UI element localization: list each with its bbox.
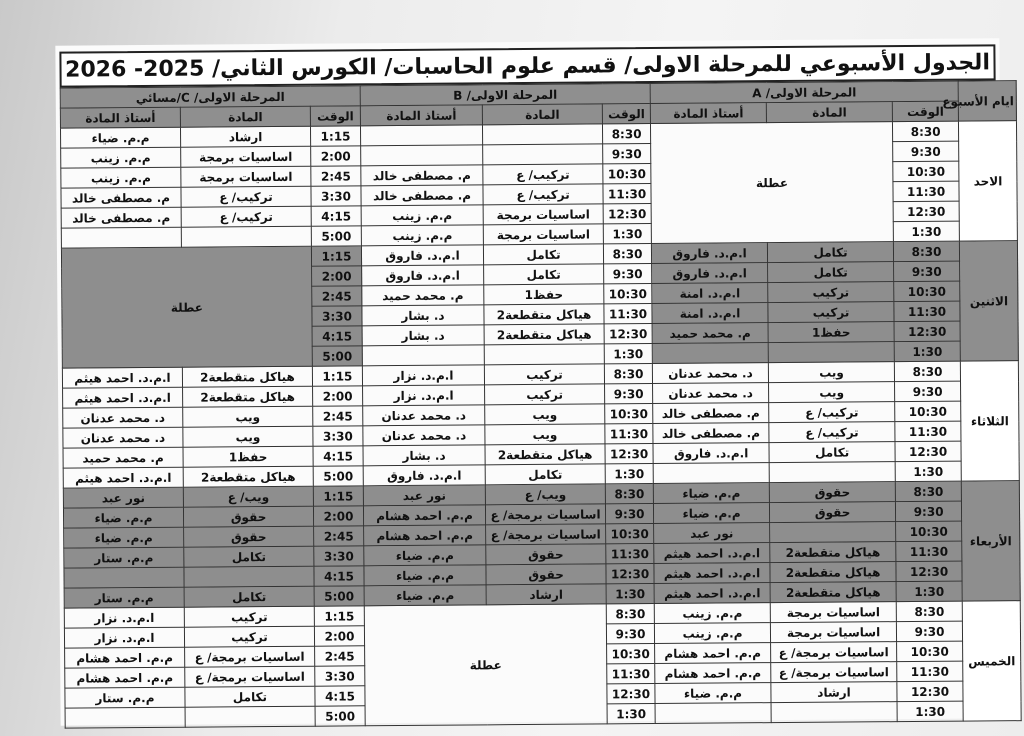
day-name-cell: الثلاثاء: [960, 361, 1019, 481]
subject-cell: هياكل متقطعة2: [770, 582, 896, 603]
subject-header: المادة: [766, 102, 892, 123]
subject-cell: تكامل: [768, 262, 894, 283]
teacher-cell: ا.م.د. امنة: [652, 283, 768, 304]
subject-cell: هياكل متقطعة2: [183, 386, 313, 407]
subject-cell: تكامل: [484, 264, 604, 285]
time-cell: 11:30: [897, 661, 963, 682]
time-cell: 9:30: [896, 621, 962, 642]
teacher-cell: نور عبد: [363, 485, 485, 506]
subject-cell: هياكل متقطعة2: [183, 466, 313, 487]
subject-cell: حقوق: [769, 482, 895, 503]
time-cell: 8:30: [603, 124, 651, 144]
teacher-cell: م.م. ضياء: [364, 565, 486, 586]
time-cell: 1:15: [310, 126, 360, 146]
teacher-cell: م.م. ضياء: [653, 483, 769, 504]
time-cell: 1:15: [311, 246, 361, 266]
subject-cell: تكامل: [485, 464, 605, 485]
subject-cell: ارشاد: [181, 126, 311, 147]
teacher-cell: د. محمد عدنان: [652, 363, 768, 384]
subject-cell: تركيب/ ع: [483, 184, 603, 205]
time-cell: 9:30: [896, 501, 962, 522]
time-cell: 8:30: [604, 364, 652, 384]
time-cell: 9:30: [894, 261, 960, 282]
subject-cell: ويب/ ع: [485, 484, 605, 505]
time-cell: 1:30: [607, 704, 655, 724]
time-cell: 2:00: [314, 626, 364, 646]
time-cell: 12:30: [603, 204, 651, 224]
subject-cell: هياكل متقطعة2: [770, 562, 896, 583]
subject-cell: [770, 522, 896, 543]
time-cell: 8:30: [896, 601, 962, 622]
teacher-cell: م.م. زينب: [654, 603, 770, 624]
time-cell: 1:30: [893, 221, 959, 242]
teacher-cell: ا.م.د. احمد هيثم: [654, 583, 770, 604]
time-cell: 10:30: [607, 644, 655, 664]
time-cell: 12:30: [607, 684, 655, 704]
subject-cell: تركيب/ ع: [769, 422, 895, 443]
subject-cell: تركيب/ ع: [769, 402, 895, 423]
teacher-cell: ا.م.د. فاروق: [653, 443, 769, 464]
time-cell: 12:30: [606, 564, 654, 584]
teacher-cell: [653, 463, 769, 484]
teacher-cell: د. محمد عدنان: [363, 425, 485, 446]
time-cell: 9:30: [606, 504, 654, 524]
time-cell: 10:30: [894, 281, 960, 302]
subject-header: المادة: [180, 106, 310, 127]
day-name-cell: الاحد: [959, 121, 1018, 241]
teacher-cell: ا.م.د. نزار: [64, 627, 184, 648]
subject-cell: ويب: [485, 424, 605, 445]
time-cell: 1:15: [314, 606, 364, 626]
time-cell: 9:30: [603, 144, 651, 164]
time-cell: 1:30: [605, 464, 653, 484]
teacher-cell: نور عبد: [63, 487, 183, 508]
teacher-cell: د. محمد عدنان: [653, 383, 769, 404]
teacher-cell: ا.م.د. امنة: [652, 303, 768, 324]
teacher-cell: [61, 227, 181, 248]
subject-cell: تركيب: [485, 384, 605, 405]
time-cell: 9:30: [893, 141, 959, 162]
time-cell: 3:30: [315, 666, 365, 686]
teacher-cell: ا.م.د. احمد هيثم: [62, 367, 182, 388]
subject-cell: تركيب/ ع: [181, 186, 311, 207]
subject-cell: ارشاد: [486, 584, 606, 605]
time-cell: 5:00: [311, 226, 361, 246]
time-cell: 10:30: [603, 164, 651, 184]
time-cell: 11:30: [604, 304, 652, 324]
time-cell: 8:30: [893, 241, 959, 262]
schedule-sheet: [55, 38, 1016, 725]
time-cell: 11:30: [896, 541, 962, 562]
teacher-cell: م.م. ستار: [65, 687, 185, 708]
teacher-cell: م.م. احمد هشام: [655, 643, 771, 664]
time-header: الوقت: [892, 101, 958, 122]
time-cell: 1:30: [895, 461, 961, 482]
teacher-cell: [64, 567, 184, 588]
teacher-cell: ا.م.د. احمد هيثم: [63, 387, 183, 408]
teacher-cell: م.م. ضياء: [364, 585, 486, 606]
subject-cell: تركيب: [768, 302, 894, 323]
time-cell: 1:30: [604, 344, 652, 364]
subject-cell: تكامل: [483, 244, 603, 265]
subject-header: المادة: [482, 104, 602, 125]
subject-cell: هياكل متقطعة2: [770, 542, 896, 563]
time-cell: 5:00: [312, 346, 362, 366]
teacher-cell: ا.م.د. فاروق: [361, 245, 483, 266]
time-cell: 1:30: [606, 584, 654, 604]
teacher-cell: ا.م.د. فاروق: [652, 263, 768, 284]
time-cell: 2:00: [311, 146, 361, 166]
time-cell: 2:00: [313, 386, 363, 406]
time-cell: 10:30: [895, 401, 961, 422]
time-cell: 9:30: [604, 264, 652, 284]
time-cell: 12:30: [895, 441, 961, 462]
subject-cell: تكامل: [184, 546, 314, 567]
subject-cell: حقوق: [183, 506, 313, 527]
teacher-cell: م.م. زينب: [61, 167, 181, 188]
time-cell: 3:30: [311, 186, 361, 206]
teacher-cell: م.م. احمد هشام: [655, 663, 771, 684]
time-cell: 11:30: [606, 544, 654, 564]
subject-cell: تركيب/ ع: [181, 206, 311, 227]
subject-cell: هياكل متقطعة2: [485, 444, 605, 465]
subject-cell: تكامل: [184, 586, 314, 607]
group-c-header: المرحلة الاولى/ C/مسائي: [60, 86, 360, 108]
subject-cell: [184, 566, 314, 587]
teacher-cell: ا.م.د. فاروق: [363, 465, 485, 486]
teacher-cell: م. مصطفى خالد: [653, 423, 769, 444]
day-name-cell: الخميس: [962, 601, 1021, 721]
subject-cell: اساسيات برمجة: [770, 622, 896, 643]
subject-cell: اساسيات برمجة/ ع: [185, 646, 315, 667]
subject-cell: [181, 226, 311, 247]
subject-cell: [185, 706, 315, 727]
time-cell: 5:00: [313, 466, 363, 486]
subject-cell: [483, 124, 603, 145]
teacher-cell: ا.م.د. احمد هيثم: [654, 543, 770, 564]
time-cell: 8:30: [603, 244, 651, 264]
time-cell: 8:30: [893, 121, 959, 142]
subject-cell: حقوق: [486, 544, 606, 565]
teacher-cell: ا.م.د. احمد هيثم: [654, 563, 770, 584]
holiday-cell: عطلة: [61, 246, 312, 368]
teacher-cell: م.م. احمد هشام: [65, 647, 185, 668]
time-cell: 11:30: [603, 184, 651, 204]
teacher-cell: [362, 345, 484, 366]
time-cell: 5:00: [314, 586, 364, 606]
teacher-cell: م.م. ضياء: [63, 507, 183, 528]
time-cell: 3:30: [313, 426, 363, 446]
time-cell: 8:30: [894, 361, 960, 382]
teacher-cell: م.م. ضياء: [60, 127, 180, 148]
teacher-cell: [652, 343, 768, 364]
teacher-cell: ا.م.د. فاروق: [362, 265, 484, 286]
subject-cell: ويب: [183, 426, 313, 447]
time-cell: 10:30: [893, 161, 959, 182]
subject-cell: تكامل: [767, 242, 893, 263]
time-cell: 1:30: [897, 701, 963, 722]
teacher-cell: نور عبد: [654, 523, 770, 544]
subject-cell: اساسيات برمجة/ ع: [185, 666, 315, 687]
time-cell: 1:15: [313, 486, 363, 506]
subject-cell: اساسيات برمجة/ ع: [486, 524, 606, 545]
subject-cell: اساسيات برمجة/ ع: [771, 642, 897, 663]
subject-cell: اساسيات برمجة: [770, 602, 896, 623]
time-cell: 11:30: [893, 181, 959, 202]
teacher-cell: م.م. ضياء: [364, 545, 486, 566]
time-cell: 2:45: [313, 406, 363, 426]
teacher-cell: د. محمد عدنان: [63, 427, 183, 448]
time-cell: 10:30: [605, 404, 653, 424]
time-cell: 4:15: [313, 446, 363, 466]
time-cell: 2:45: [314, 526, 364, 546]
time-cell: 9:30: [895, 381, 961, 402]
subject-cell: تكامل: [185, 686, 315, 707]
time-cell: 8:30: [605, 484, 653, 504]
time-cell: 4:15: [311, 206, 361, 226]
subject-cell: ارشاد: [771, 682, 897, 703]
subject-cell: تركيب: [184, 606, 314, 627]
subject-cell: اساسيات برمجة/ ع: [771, 662, 897, 683]
subject-cell: اساسيات برمجة: [181, 166, 311, 187]
teacher-cell: م. مصطفى خالد: [361, 185, 483, 206]
subject-cell: [484, 344, 604, 365]
subject-cell: اساسيات برمجة: [483, 204, 603, 225]
subject-cell: حفظ1: [183, 446, 313, 467]
time-cell: 9:30: [605, 384, 653, 404]
teacher-cell: م.م. ضياء: [654, 503, 770, 524]
teacher-cell: م. مصطفى خالد: [653, 403, 769, 424]
time-cell: 9:30: [606, 624, 654, 644]
teacher-cell: ا.م.د. فاروق: [651, 243, 767, 264]
subject-cell: ويب: [769, 382, 895, 403]
time-cell: 2:45: [311, 166, 361, 186]
teacher-cell: د. محمد عدنان: [363, 405, 485, 426]
teacher-cell: م.م. احمد هشام: [363, 505, 485, 526]
time-cell: 2:45: [315, 646, 365, 666]
schedule-body: [60, 121, 1021, 728]
time-header: الوقت: [310, 106, 360, 126]
teacher-cell: [361, 145, 483, 166]
time-cell: 1:30: [894, 341, 960, 362]
time-cell: 12:30: [604, 324, 652, 344]
teacher-cell: م. محمد حميد: [362, 285, 484, 306]
teacher-cell: د. بشار: [363, 445, 485, 466]
teacher-cell: م.م. ستار: [64, 547, 184, 568]
teacher-cell: ا.م.د. احمد هيثم: [63, 467, 183, 488]
group-a-header: المرحلة الاولى/ A: [650, 81, 958, 103]
subject-cell: حقوق: [770, 502, 896, 523]
teacher-cell: ا.م.د. نزار: [64, 607, 184, 628]
time-cell: 4:15: [312, 326, 362, 346]
time-cell: 12:30: [605, 444, 653, 464]
time-cell: 8:30: [606, 604, 654, 624]
holiday-cell: عطلة: [364, 604, 607, 726]
time-cell: 2:00: [312, 266, 362, 286]
subject-cell: حقوق: [486, 564, 606, 585]
time-cell: 3:30: [314, 546, 364, 566]
subject-cell: تركيب: [484, 364, 604, 385]
teacher-cell: م.م. زينب: [61, 147, 181, 168]
subject-cell: اساسيات برمجة/ ع: [486, 504, 606, 525]
teacher-cell: [655, 703, 771, 724]
teacher-cell: م. محمد حميد: [652, 323, 768, 344]
subject-cell: ويب: [768, 362, 894, 383]
time-header: الوقت: [602, 104, 650, 124]
time-cell: 8:30: [895, 481, 961, 502]
time-cell: 10:30: [896, 521, 962, 542]
teacher-header: أستاذ المادة: [60, 107, 180, 128]
teacher-cell: م.م. ستار: [64, 587, 184, 608]
teacher-cell: م.م. احمد هشام: [65, 667, 185, 688]
time-cell: 11:30: [605, 424, 653, 444]
teacher-cell: م.م. ضياء: [655, 683, 771, 704]
teacher-cell: [360, 125, 482, 146]
subject-cell: هياكل متقطعة2: [182, 366, 312, 387]
subject-cell: حقوق: [184, 526, 314, 547]
subject-cell: هياكل متقطعة2: [484, 304, 604, 325]
time-cell: 10:30: [604, 284, 652, 304]
subject-cell: تركيب: [768, 282, 894, 303]
subject-cell: اساسيات برمجة: [181, 146, 311, 167]
time-cell: 4:15: [314, 566, 364, 586]
subject-cell: اساسيات برمجة: [483, 224, 603, 245]
subject-cell: [483, 144, 603, 165]
subject-cell: حفظ1: [484, 284, 604, 305]
teacher-cell: م.م. زينب: [654, 623, 770, 644]
subject-cell: تركيب/ ع: [483, 164, 603, 185]
subject-cell: تكامل: [769, 442, 895, 463]
time-cell: 12:30: [897, 681, 963, 702]
holiday-cell: عطلة: [651, 122, 894, 244]
time-cell: 12:30: [893, 201, 959, 222]
time-cell: 11:30: [607, 664, 655, 684]
teacher-cell: ا.م.د. نزار: [362, 365, 484, 386]
subject-cell: [769, 462, 895, 483]
teacher-cell: د. بشار: [362, 325, 484, 346]
day-name-cell: الأربعاء: [961, 481, 1020, 601]
page-title: الجدول الأسبوعي للمرحلة الاولى/ قسم علوم الحاسبات/ الكورس الثاني/ 2025- 2026: [59, 44, 995, 87]
teacher-cell: د. بشار: [362, 305, 484, 326]
days-header: ايام الأسبوع: [958, 81, 1016, 121]
teacher-cell: ا.م.د. نزار: [363, 385, 485, 406]
schedule-table: [60, 80, 1022, 728]
subject-cell: هياكل متقطعة2: [484, 324, 604, 345]
subject-cell: [768, 342, 894, 363]
time-cell: 2:45: [312, 286, 362, 306]
time-cell: 11:30: [894, 301, 960, 322]
group-b-header: المرحلة الاولى/ B: [360, 84, 650, 106]
time-cell: 3:30: [312, 306, 362, 326]
time-cell: 1:30: [603, 224, 651, 244]
time-cell: 12:30: [894, 321, 960, 342]
subject-cell: ويب/ ع: [183, 486, 313, 507]
teacher-cell: د. محمد عدنان: [63, 407, 183, 428]
subject-cell: ويب: [183, 406, 313, 427]
subject-cell: حفظ1: [768, 322, 894, 343]
subject-cell: ويب: [485, 404, 605, 425]
teacher-cell: م.م. احمد هشام: [364, 525, 486, 546]
subject-cell: تركيب: [184, 626, 314, 647]
time-cell: 1:15: [312, 366, 362, 386]
time-cell: 1:30: [896, 581, 962, 602]
teacher-cell: م.م. زينب: [361, 225, 483, 246]
teacher-header: أستاذ المادة: [650, 103, 766, 124]
teacher-cell: م. محمد حميد: [63, 447, 183, 468]
teacher-header: أستاذ المادة: [360, 105, 482, 126]
time-cell: 11:30: [895, 421, 961, 442]
time-cell: 4:15: [315, 686, 365, 706]
teacher-cell: م.م. ضياء: [64, 527, 184, 548]
subject-cell: [771, 702, 897, 723]
time-cell: 2:00: [313, 506, 363, 526]
teacher-cell: م. مصطفى خالد: [61, 207, 181, 228]
time-cell: 12:30: [896, 561, 962, 582]
teacher-cell: م. مصطفى خالد: [361, 165, 483, 186]
time-cell: 10:30: [606, 524, 654, 544]
teacher-cell: م. مصطفى خالد: [61, 187, 181, 208]
teacher-cell: م.م. زينب: [361, 205, 483, 226]
teacher-cell: [65, 707, 185, 728]
time-cell: 5:00: [315, 706, 365, 726]
time-cell: 10:30: [897, 641, 963, 662]
day-name-cell: الاثنين: [959, 241, 1018, 361]
